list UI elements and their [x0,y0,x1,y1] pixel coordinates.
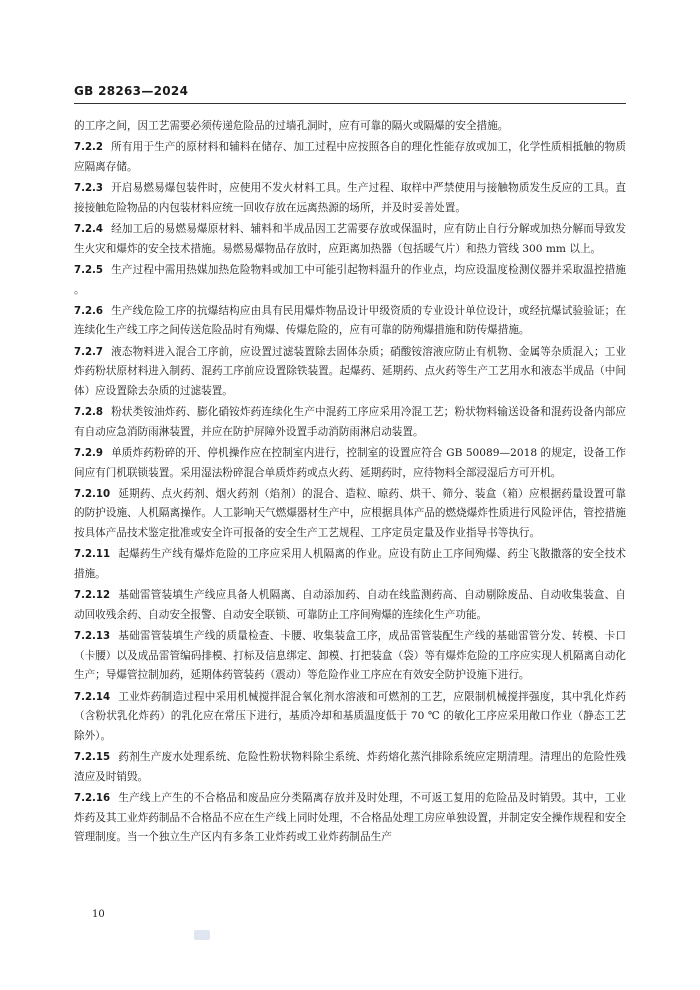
clause-text: 单质炸药粉碎的开、停机操作应在控制室内进行，控制室的设置应符合 GB 50089—2018 的规定，设备工作间应有门机联锁装置。采用湿法粉碎混合单质炸药或点火药、延期药时，应待物料全部浸湿后方可开机。 [74,447,626,479]
paragraph-text: 的工序之间，因工艺需要必须传递危险品的过墙孔洞时，应有可靠的隔火或隔爆的安全措施。 [74,120,509,132]
clause-number: 7.2.10 [74,488,111,500]
clause-7-2-10 [74,485,626,544]
paragraph-continuation [74,117,626,137]
page-number: 10 [92,909,105,920]
clause-text: 工业炸药制造过程中采用机械搅拌混合氧化剂水溶液和可燃剂的工艺，应限制机械搅拌强度，其中乳化炸药（含粉状乳化炸药）的乳化应在常压下进行，基质冷却和基质温度低于 70 ℃ 的敏化工序应采用敞口作业（静态工艺除外）。 [74,690,626,742]
clause-number: 7.2.3 [74,183,104,195]
clause-text: 粉状类铵油炸药、膨化硝铵炸药连续化生产中混药工序应采用冷混工艺；粉状物料输送设备和混药设备内部应有自动应急消防雨淋装置，并应在防护屏障外设置手动消防雨淋启动装置。 [74,406,626,438]
clause-number: 7.2.11 [74,549,111,561]
clause-text: 经加工后的易燃易爆原材料、辅料和半成品因工艺需要存放或保温时，应有防止自行分解或加热分解而导致发生火灾和爆炸的安全技术措施。易燃易爆物品存放时，应距离加热器（包括暖气片）和热力管线 300 mm 以上。 [74,223,626,255]
clause-text: 基础雷管装填生产线应具备人机隔离、自动添加药、自动在线监测药高、自动剔除废品、自动收集装盒、自动回收残余药、自动安全报警、自动安全联锁、可靠防止工序间殉爆的连续化生产功能。 [74,589,626,621]
clause-number: 7.2.12 [74,590,111,602]
clause-number: 7.2.6 [74,305,104,317]
clause-7-2-7 [74,343,626,402]
clause-text: 延期药、点火药剂、烟火药剂（焰剂）的混合、造粒、晾药、烘干、筛分、装盒（箱）应根据药量设置可靠的防护设施、人机隔离操作。人工影响天气燃爆器材生产中，应根据具体产品的燃烧爆炸性质进行风险评估，管控措施按具体产品技术鉴定批准或安全许可报备的安全生产工艺规程、工序定员定量及作业指导书等执行。 [74,487,626,540]
clause-text: 基础雷管装填生产线的质量检查、卡腰、收集装盒工序，成品雷管装配生产线的基础雷管分发、转模、卡口（卡腰）以及成品雷管编码排模、打标及信息绑定、卸模、打把装盒（袋）等有爆炸危险的工序应实现人机隔离自动化生产；导爆管拉制加药，延期体药管装药（震动）等危险作业工序应在有效安全防护设施下进行。 [74,630,626,682]
clause-text: 生产线危险工序的抗爆结构应由具有民用爆炸物品设计甲级资质的专业设计单位设计，或经抗爆试验验证；在连续化生产线工序之间传送危险品时有殉爆、传爆危险的，应有可靠的防殉爆措施和防传爆措施。 [74,304,626,337]
clause-7-2-14 [74,688,626,747]
clause-7-2-8 [74,403,626,442]
clause-text: 生产过程中需用热媒加热危险物料或加工中可能引起物料温升的作业点，均应设温度检测仪器并采取温控措施。 [74,263,626,296]
document-body [74,117,626,849]
standard-code-header: GB 28263—2024 [74,84,189,98]
clause-number: 7.2.14 [74,691,111,703]
clause-7-2-11 [74,545,626,584]
clause-number: 7.2.4 [74,224,104,236]
clause-number: 7.2.9 [74,448,104,459]
clause-7-2-6 [74,302,626,341]
clause-7-2-3 [74,179,626,218]
clause-number: 7.2.13 [74,631,111,643]
clause-text: 起爆药生产线有爆炸危险的工序应采用人机隔离的作业。应设有防止工序间殉爆、药尘飞散撒落的安全技术措施。 [74,548,626,580]
clause-7-2-16 [74,789,626,848]
clause-7-2-9 [74,444,626,483]
clause-7-2-2 [74,138,626,177]
clause-7-2-5 [74,261,626,300]
clause-number: 7.2.7 [74,346,104,358]
watermark-logo [194,930,210,940]
clause-7-2-4 [74,220,626,259]
clause-number: 7.2.16 [74,792,111,804]
clause-text: 开启易燃易爆包装件时，应使用不发火材料工具。生产过程、取样中严禁使用与接触物质发生反应的工具。直接接触危险物品的内包装材料应统一回收存放在远离热源的场所，并及时妥善处置。 [74,182,626,214]
clause-text: 生产线上产生的不合格品和废品应分类隔离存放并及时处理，不可返工复用的危险品及时销毁。其中，工业炸药及其工业炸药制品不合格品不应在生产线上同时处理，不合格品处理工房应单独设置，并制定安全操作规程和安全管理制度。当一个独立生产区内有多条工业炸药或工业炸药制品生产 [74,791,626,844]
clause-7-2-13 [74,627,626,686]
header-rule [74,103,626,104]
clause-number: 7.2.2 [74,142,104,154]
clause-7-2-15 [74,748,626,787]
clause-7-2-12 [74,586,626,625]
clause-text: 药剂生产废水处理系统、危险性粉状物料除尘系统、炸药熔化蒸汽排除系统应定期清理。清理出的危险性残渣应及时销毁。 [74,751,626,783]
clause-number: 7.2.15 [74,752,111,764]
clause-number: 7.2.8 [74,407,104,419]
clause-text: 所有用于生产的原材料和辅料在储存、加工过程中应按照各自的理化性能存放或加工，化学性质相抵触的物质应隔离存储。 [74,141,626,173]
clause-text: 液态物料进入混合工序前，应设置过滤装置除去固体杂质；硝酸铵溶液应防止有机物、金属等杂质混入；工业炸药粉状原材料进入制药、混药工序前应设置除铁装置。起爆药、延期药、点火药等生产工艺用水和液态半成品（中间体）应设置除去杂质的过滤装置。 [74,345,626,397]
clause-number: 7.2.5 [74,264,104,276]
